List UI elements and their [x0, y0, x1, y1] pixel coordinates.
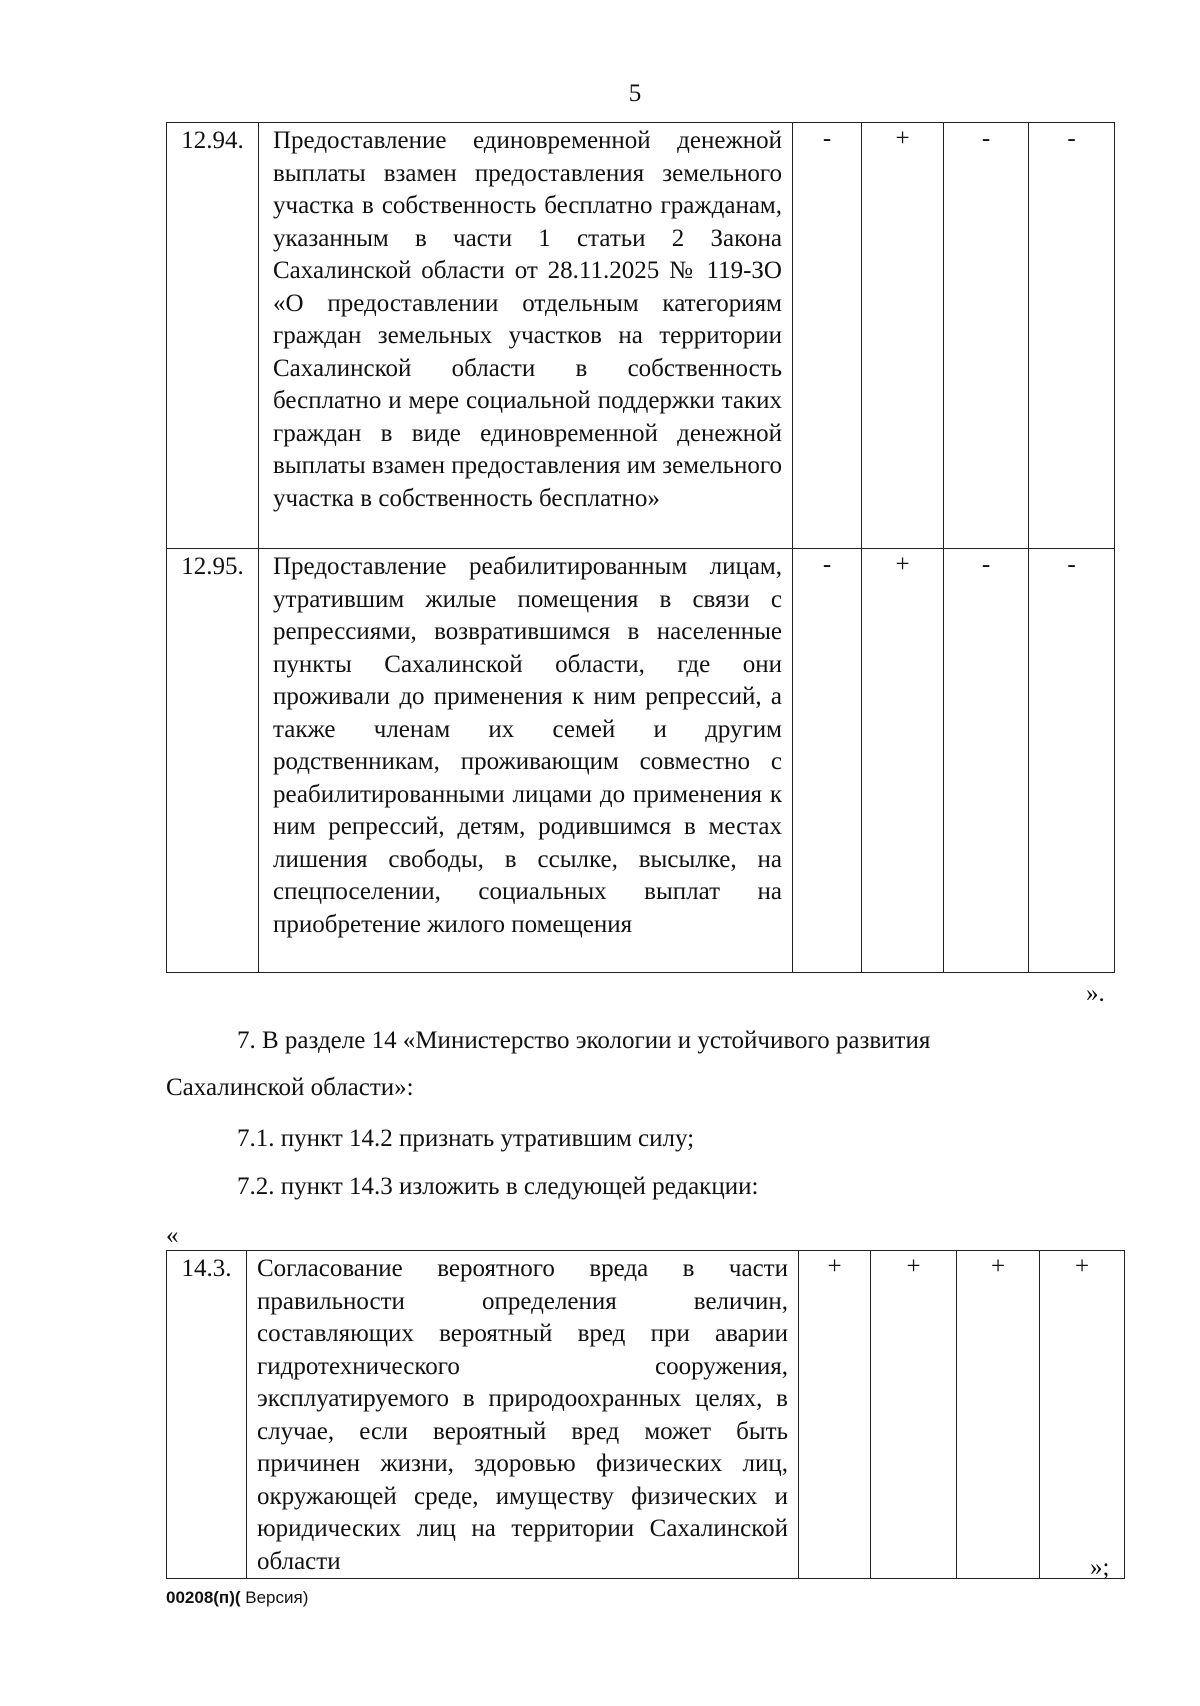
row-number: 12.94.	[167, 123, 259, 549]
row-mark: -	[793, 123, 862, 549]
row-description: Предоставление единовременной денежной выплаты взамен предоставления земельного участка в собственность бесплатно гражданам, указанным в части 1 статьи 2 Закона Сахалинской области от 28.11.2025 № 119-ЗО «О предоставлении отдельным категориям граждан земельных участков на территории Сахалинской области в собственность бесплатно и мере социальной поддержки таких граждан в виде единовременной денежной выплаты взамен предоставления им земельного участка в собственность бесплатно»	[259, 123, 793, 549]
document-footer	[166, 1588, 308, 1608]
section7-intro-line1: 7. В разделе 14 «Министерство экологии и устойчивого развития	[237, 1027, 931, 1054]
row-mark: -	[944, 549, 1029, 973]
row-mark: -	[1029, 123, 1115, 549]
row-mark: +	[957, 1251, 1040, 1579]
footer-code: 00208(п)(	[166, 1588, 241, 1607]
table-services-12	[166, 122, 1115, 973]
section7-intro-line2: Сахалинской области»:	[166, 1074, 414, 1101]
row-mark: +	[862, 549, 944, 973]
closing-quote-semicolon: »;	[1090, 1554, 1110, 1581]
row-mark: +	[871, 1251, 957, 1579]
closing-quote: ».	[1086, 980, 1105, 1007]
row-description: Согласование вероятного вреда в части правильности определения величин, составляющих вероятный вред при аварии гидротехнического сооружения, эксплуатируемого в природоохранных целях, в случае, если вероятный вред может быть причинен жизни, здоровью физических лиц, окружающей среде, имуществу физических и юридических лиц на территории Сахалинской области	[247, 1251, 799, 1579]
row-mark: -	[793, 549, 862, 973]
row-description: Предоставление реабилитированным лицам, утратившим жилые помещения в связи с репрессиями, возвратившимся в населенные пункты Сахалинской области, где они проживали до применения к ним репрессий, а также членам их семей и другим родственникам, проживающим совместно с реабилитированными лицами до применения к ним репрессий, детям, родившимся в местах лишения свободы, в ссылке, высылке, на спецпоселении, социальных выплат на приобретение жилого помещения	[259, 549, 793, 973]
table-row	[167, 1251, 1125, 1579]
row-number: 14.3.	[167, 1251, 247, 1579]
table-row	[167, 549, 1115, 973]
row-mark: +	[799, 1251, 871, 1579]
page-number: 5	[628, 80, 642, 107]
table-row	[167, 123, 1115, 549]
row-mark: -	[1029, 549, 1115, 973]
row-mark: +	[1040, 1251, 1125, 1579]
section7-item1: 7.1. пункт 14.2 признать утратившим силу;	[237, 1125, 695, 1152]
opening-quote: «	[166, 1222, 179, 1249]
table-services-14	[166, 1250, 1125, 1579]
row-mark: +	[862, 123, 944, 549]
footer-version: Версия)	[240, 1588, 309, 1607]
row-mark: -	[944, 123, 1029, 549]
section7-item2: 7.2. пункт 14.3 изложить в следующей редакции:	[237, 1173, 759, 1200]
row-number: 12.95.	[167, 549, 259, 973]
